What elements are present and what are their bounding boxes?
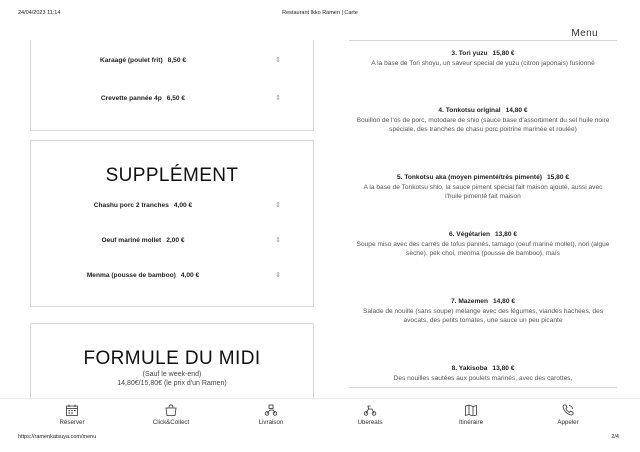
item-name: Chashu porc 2 tranches (93, 202, 169, 209)
calendar-icon (65, 404, 79, 416)
dish-name: 4. Tonkotsu original (438, 107, 501, 114)
print-footer (0, 432, 640, 452)
item-price: 4,00 € (173, 202, 193, 209)
quantity-stepper[interactable]: ⇕ (275, 95, 281, 102)
dish-price: 13,80 € (495, 231, 518, 238)
dish-description: Bouillon de l'os de porc, motodare de shio (sauce base d'assortiment du sel huile noire spéciale, des tranches de chasu porc poitrine marinée et roulée) (356, 116, 610, 133)
item-price: 4,00 € (180, 272, 200, 279)
nav-reserver[interactable] (27, 399, 117, 433)
menu-items-panel (30, 40, 314, 131)
quantity-stepper[interactable]: ⇕ (275, 272, 281, 279)
bottom-nav (0, 398, 640, 432)
dish-name: 3. Tori yuzu (451, 50, 488, 57)
dish-name: 7. Mazemen (450, 298, 488, 305)
nav-appeler[interactable] (523, 399, 613, 433)
dish-name: 6. Végétarien (448, 231, 491, 238)
nav-label: Itinéraire (458, 419, 484, 426)
print-url: https://ramenkatsuya.com/menu (18, 434, 97, 440)
scooter-icon (363, 404, 377, 416)
nav-livraison[interactable] (226, 399, 316, 433)
section-title: SUPPLÉMENT (105, 165, 239, 186)
dish-description: Soupe miso avec des carrés de tofus pannés, tamago (oeuf mariné mollet), nori (algue sèche), pek choi, menma (pousse de bamboo), maïs (356, 240, 610, 257)
dish-price: 13,80 € (492, 365, 515, 372)
menu-item (31, 92, 313, 106)
dish-item (349, 297, 617, 326)
dish-name: 5. Tonkotsu aka (moyen pimenté/très pimenté) (397, 174, 542, 181)
menu-item (31, 54, 313, 68)
dish-description: A la base de Tonkotsu shio, la sauce piment special fait maison ajouté, aussi avec l'huile pimenté fait maison (363, 183, 603, 200)
print-page-number: 2/4 (611, 434, 619, 440)
dish-description: A la base de Tori shoyu, un saveur special de yuzu (citron japonais) fusionné (371, 59, 595, 67)
nav-label: Ubereats (357, 419, 383, 426)
item-name: Crevette pannée 4p (100, 95, 162, 102)
print-title: Restaurant Ikko Ramen | Carte (282, 10, 358, 16)
nav-label: Réserver (59, 419, 85, 426)
menu-item (31, 269, 313, 283)
delivery-scooter-icon (264, 404, 278, 416)
item-price: 2,00 € (166, 237, 185, 244)
phone-icon (561, 404, 575, 416)
item-name: Menma (pousse de bamboo) (86, 272, 176, 279)
dish-price: 14,80 € (505, 107, 528, 114)
dish-price: 15,80 € (546, 174, 569, 181)
nav-label: Click&Collect (152, 419, 190, 426)
dish-item (349, 364, 617, 383)
quantity-stepper[interactable]: ⇕ (275, 57, 281, 64)
quantity-stepper[interactable]: ⇕ (275, 202, 281, 209)
nav-itineraire[interactable] (426, 399, 516, 433)
print-datetime: 24/04/2023 11:14 (18, 10, 61, 16)
menu-item (31, 199, 313, 213)
dish-item (349, 49, 617, 68)
nav-ubereats[interactable] (325, 399, 415, 433)
dish-price: 14,80 € (493, 298, 515, 305)
dish-item (349, 106, 617, 135)
supplement-panel (30, 140, 314, 307)
dish-item (349, 230, 617, 259)
dish-description: Salade de nouille (sans soupe) mélange avec des légumes, viandes hachées, des avocats, des petits tomates, une sauce un peu picante (362, 307, 604, 324)
item-name: Oeuf mariné mollet (101, 237, 162, 244)
formule-prices: 14,80€/15,80€ (le prix d'un Ramen) (117, 380, 227, 387)
section-title: FORMULE DU MIDI (83, 348, 261, 369)
item-price: 8,50 € (167, 57, 186, 64)
menu-item (31, 234, 313, 248)
dish-description: Des nouilles sautées aux poulets marinés, avec des carottes, (393, 374, 573, 382)
nav-label: Appeler (557, 419, 579, 426)
item-price: 6,50 € (166, 95, 186, 102)
dish-price: 15,80 € (492, 50, 515, 57)
dish-item (349, 173, 617, 202)
menu-link[interactable]: Menu (571, 28, 598, 39)
nav-click-collect[interactable] (126, 399, 216, 433)
shopping-bag-icon (164, 404, 178, 416)
quantity-stepper[interactable]: ⇕ (275, 237, 281, 244)
map-icon (464, 404, 478, 416)
ramen-list-panel (349, 40, 617, 388)
dish-name: 8. Yakisoba (451, 365, 488, 372)
formule-panel (30, 323, 314, 403)
print-header (0, 0, 640, 20)
item-name: Karaagé (poulet frit) (100, 57, 163, 64)
formule-note: (Sauf le week-end) (142, 371, 202, 378)
nav-label: Livraison (258, 419, 284, 426)
